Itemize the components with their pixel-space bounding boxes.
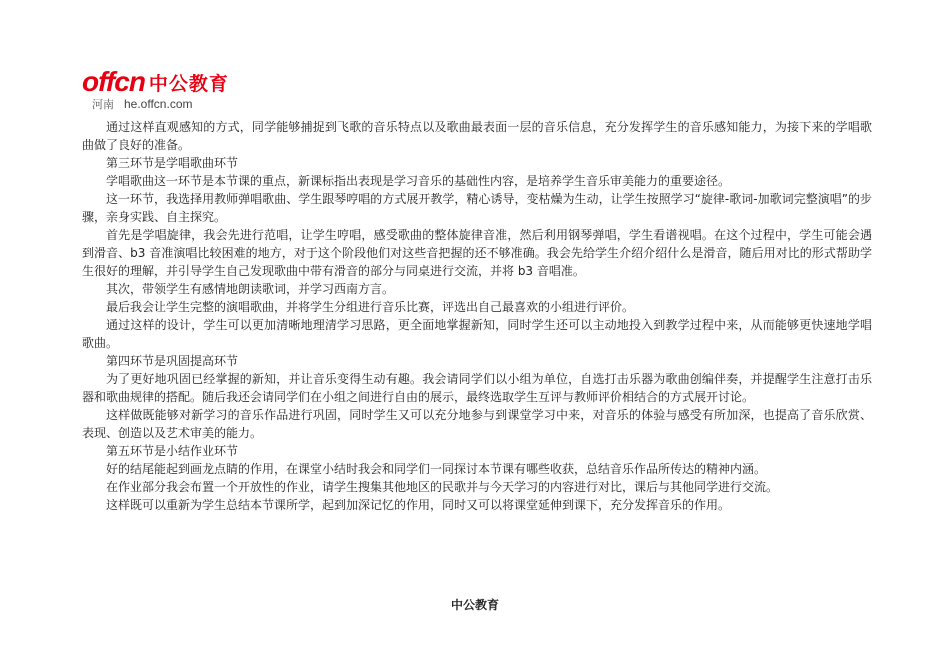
paragraph: 这一环节，我选择用教师弹唱歌曲、学生跟琴哼唱的方式展开教学，精心诱导，变枯燥为生动，让学生按照学习“旋律-歌词-加歌词完整演唱”的步骤，亲身实践、自主探究。 [82, 192, 872, 224]
paragraph: 通过这样的设计，学生可以更加清晰地理清学习思路，更全面地掌握新知，同时学生还可以主动地投入到教学过程中来，从而能够更快速地学唱歌曲。 [82, 318, 872, 350]
paragraph: 其次，带领学生有感情地朗读歌词，并学习西南方言。 [106, 282, 395, 296]
logo-top-row [82, 66, 282, 96]
section-heading: 第四环节是巩固提高环节 [106, 354, 239, 368]
paragraph: 好的结尾能起到画龙点睛的作用，在课堂小结时我会和同学们一同探讨本节课有哪些收获，总结音乐作品所传达的精神内涵。 [106, 462, 767, 476]
document-body [82, 118, 872, 514]
section-heading: 第三环节是学唱歌曲环节 [106, 156, 239, 170]
page-footer: 中公教育 [450, 598, 499, 612]
offcn-logo [82, 66, 282, 110]
logo-chinese-name: 中公教育 [148, 73, 229, 95]
logo-bottom-row [82, 97, 282, 110]
logo-wordmark: offcn [82, 66, 145, 97]
paragraph: 这样做既能够对新学习的音乐作品进行巩固，同时学生又可以充分地参与到课堂学习中来，对音乐的体验与感受有所加深，也提高了音乐欣赏、表现、创造以及艺术审美的能力。 [82, 408, 872, 440]
paragraph: 在作业部分我会布置一个开放性的作业，请学生搜集其他地区的民歌并与今天学习的内容进行对比，课后与其他同学进行交流。 [106, 480, 779, 494]
paragraph: 这样既可以重新为学生总结本节课所学，起到加深记忆的作用，同时又可以将课堂延伸到课下，充分发挥音乐的作用。 [106, 498, 731, 512]
paragraph: 通过这样直观感知的方式，同学能够捕捉到飞歌的音乐特点以及歌曲最表面一层的音乐信息，充分发挥学生的音乐感知能力，为接下来的学唱歌曲做了良好的准备。 [82, 120, 872, 152]
logo-region: 河南 [92, 97, 114, 111]
paragraph: 学唱歌曲这一环节是本节课的重点，新课标指出表现是学习音乐的基础性内容，是培养学生音乐审美能力的重要途径。 [106, 174, 731, 188]
section-heading: 第五环节是小结作业环节 [106, 444, 239, 458]
paragraph: 首先是学唱旋律，我会先进行范唱，让学生哼唱，感受歌曲的整体旋律音准，然后利用钢琴弹唱，学生看谱视唱。在这个过程中，学生可能会遇到滑音、b3 音准演唱比较困难的地方，对于这个阶段他们对这些音把握的还不够准确。我会先给学生介绍介绍什么是滑音，随后用对比的形式帮助学生很好的理解，并引导学生自己发现歌曲中带有滑音的部分与同桌进行交流，并将 b3 音唱准。 [82, 228, 872, 278]
paragraph: 为了更好地巩固已经掌握的新知，并让音乐变得生动有趣。我会请同学们以小组为单位，自选打击乐器为歌曲创编伴奏，并提醒学生注意打击乐器和歌曲规律的搭配。随后我还会请同学们在小组之间进行自由的展示，最终选取学生互评与教师评价相结合的方式展开讨论。 [82, 372, 872, 404]
logo-url: he.offcn.com [124, 96, 193, 111]
paragraph: 最后我会让学生完整的演唱歌曲，并将学生分组进行音乐比赛，评选出自己最喜欢的小组进行评价。 [106, 300, 635, 314]
